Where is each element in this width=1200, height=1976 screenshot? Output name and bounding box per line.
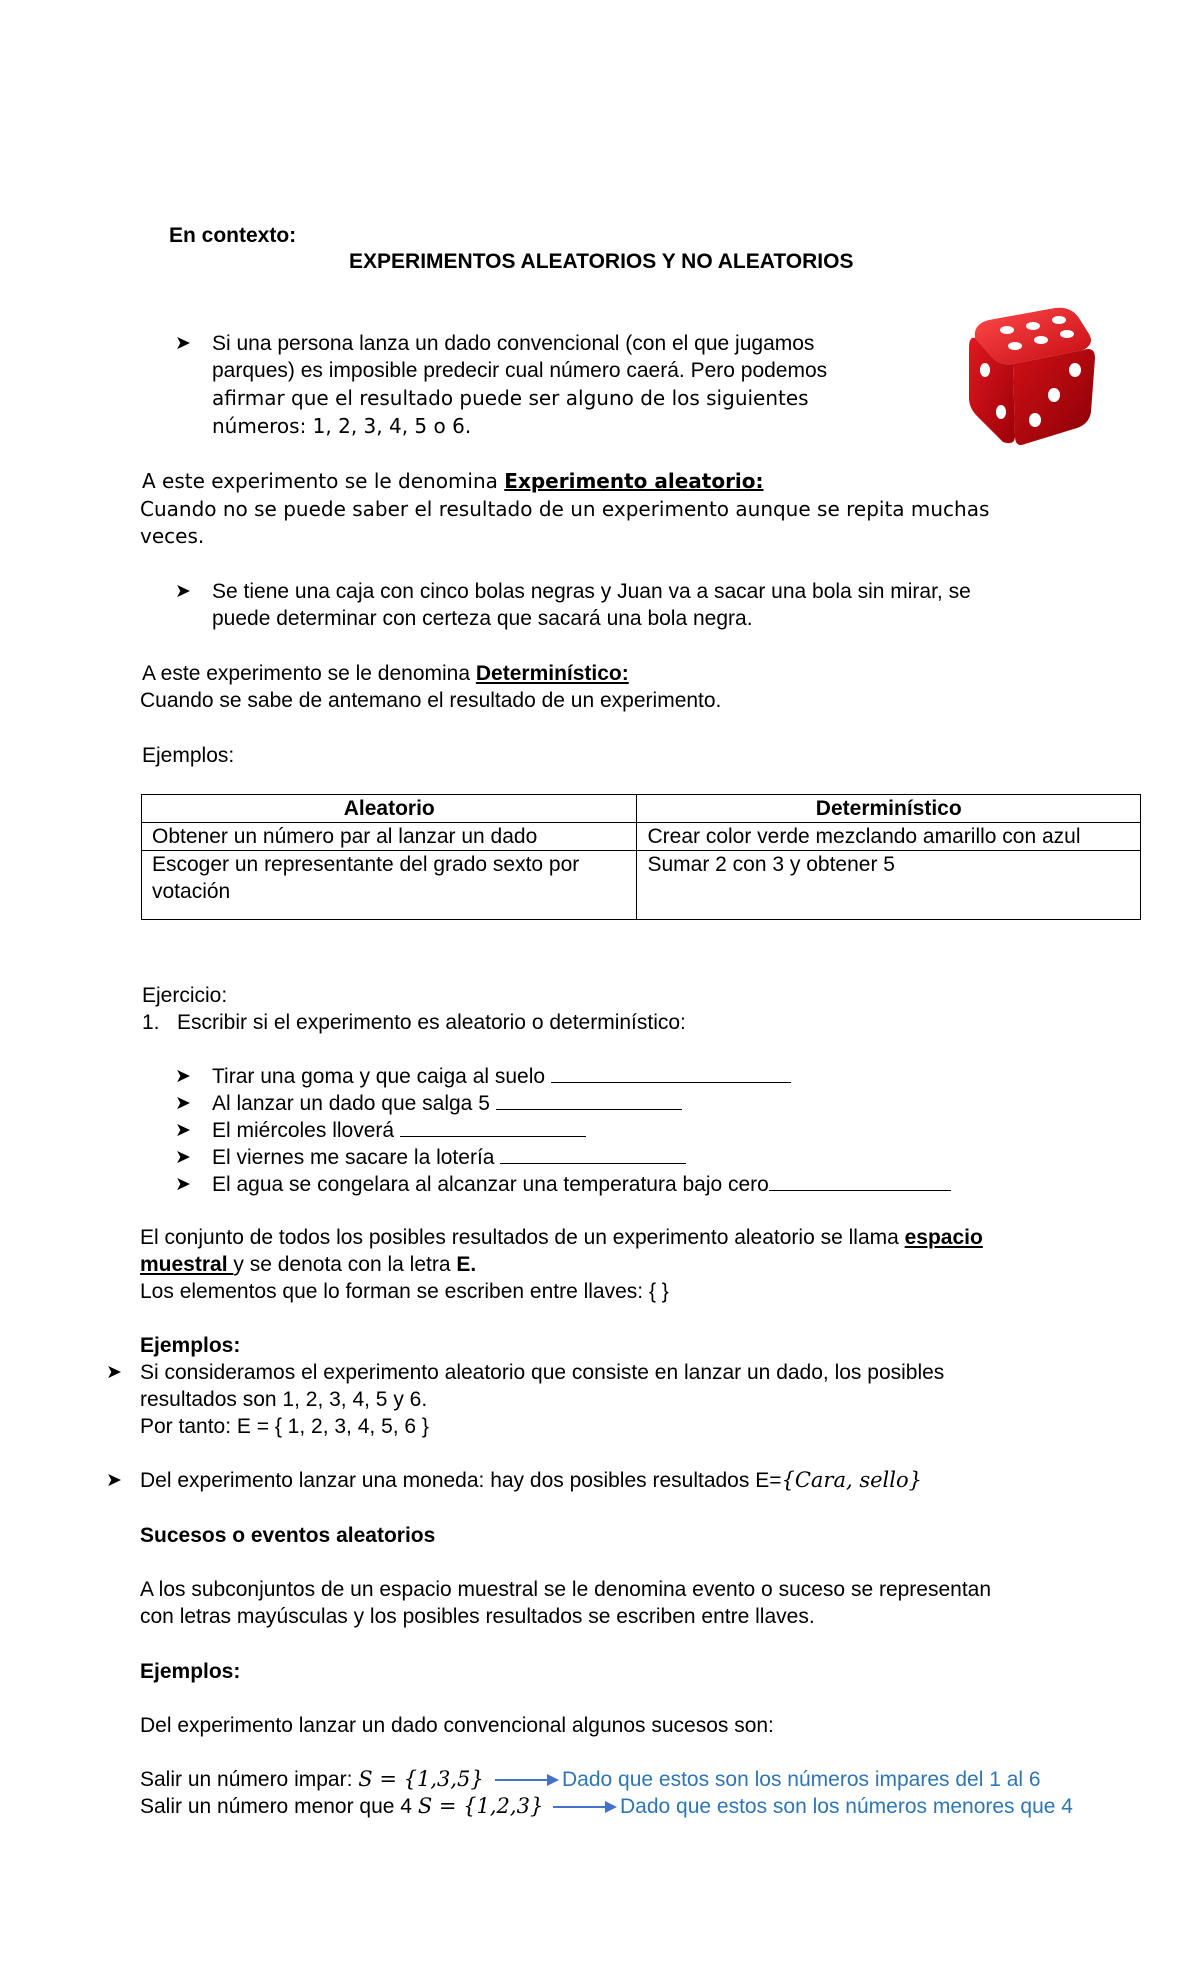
sample-space-letter: E.	[456, 1253, 477, 1276]
examples-label: Ejemplos:	[140, 1660, 241, 1683]
deterministic-term: Determinístico:	[475, 662, 629, 685]
answer-blank[interactable]	[400, 1118, 586, 1137]
bullet-text-line: parques) es imposible predecir cual número caerá. Pero podemos	[212, 359, 828, 382]
table-header: Determinístico	[637, 795, 1141, 823]
sample-space-line: muestral y se denota con la letra E.	[140, 1253, 477, 1276]
answer-blank[interactable]	[496, 1091, 682, 1110]
exercise-item: Al lanzar un dado que salga 5	[212, 1090, 682, 1117]
answer-blank[interactable]	[551, 1064, 791, 1083]
table-cell: Sumar 2 con 3 y obtener 5	[637, 851, 1141, 920]
event-example: Salir un número menor que 4 S = {1,2,3}	[140, 1794, 544, 1818]
arrowhead-bullet-icon: ➤	[175, 581, 191, 602]
bullet-text-line: puede determinar con certeza que sacará una bola negra.	[212, 607, 753, 630]
sample-space-term: muestral	[140, 1253, 234, 1276]
examples-label: Ejemplos:	[142, 744, 235, 767]
arrowhead-bullet-icon: ➤	[175, 1093, 191, 1114]
table-cell: Obtener un número par al lanzar un dado	[142, 823, 637, 851]
examples-label: Ejemplos:	[140, 1334, 241, 1357]
events-paragraph-line: A los subconjuntos de un espacio muestral se le denomina evento o suceso se representan	[140, 1578, 992, 1601]
arrowhead-bullet-icon: ➤	[106, 1362, 122, 1383]
odd-set-math: S = {1,3,5}	[358, 1767, 484, 1791]
event-example: Salir un número impar: S = {1,3,5}	[140, 1767, 484, 1791]
right-arrow-icon	[495, 1772, 559, 1788]
events-heading: Sucesos o eventos aleatorios	[140, 1524, 436, 1547]
random-definition-line: veces.	[140, 524, 205, 548]
sample-space-line: Los elementos que lo forman se escriben entre llaves: { }	[140, 1280, 669, 1303]
coin-set-math: {Cara, sello}	[781, 1468, 922, 1492]
answer-blank[interactable]	[769, 1172, 951, 1191]
table-row	[142, 823, 1141, 851]
red-die-image	[955, 300, 1105, 450]
example-line: resultados son 1, 2, 3, 4, 5 y 6.	[140, 1388, 428, 1411]
table-row	[142, 851, 1141, 920]
example-line: Del experimento lanzar una moneda: hay dos posibles resultados E={Cara, sello}	[140, 1468, 922, 1492]
bullet-text-line: números: 1, 2, 3, 4, 5 o 6.	[212, 414, 472, 438]
page-title: EXPERIMENTOS ALEATORIOS Y NO ALEATORIOS	[349, 250, 854, 273]
deterministic-definition: Cuando se sabe de antemano el resultado de un experimento.	[140, 689, 722, 712]
events-paragraph-line: con letras mayúsculas y los posibles resultados se escriben entre llaves.	[140, 1605, 815, 1628]
bullet-text-line: Si una persona lanza un dado convencional (con el que jugamos	[212, 332, 815, 355]
arrowhead-bullet-icon: ➤	[106, 1470, 122, 1491]
table-header: Aleatorio	[142, 795, 637, 823]
arrowhead-bullet-icon: ➤	[175, 333, 191, 354]
random-definition-intro: A este experimento se le denomina Experimento aleatorio:	[142, 469, 764, 493]
right-arrow-icon	[553, 1799, 617, 1815]
less-than-four-set-math: S = {1,2,3}	[417, 1794, 544, 1818]
exercise-number: 1.	[142, 1011, 160, 1034]
exercise-item: Tirar una goma y que caiga al suelo	[212, 1063, 791, 1090]
table-cell: Escoger un representante del grado sexto por votación	[142, 851, 637, 920]
bullet-text-line: Se tiene una caja con cinco bolas negras y Juan va a sacar una bola sin mirar, se	[212, 580, 971, 603]
deterministic-definition-intro: A este experimento se le denomina Determinístico:	[142, 662, 629, 685]
exercise-item: El viernes me sacare la lotería	[212, 1144, 686, 1171]
bullet-text-line: afirmar que el resultado puede ser alguno de los siguientes	[212, 386, 809, 410]
event-note: Dado que estos son los números impares del 1 al 6	[562, 1768, 1041, 1791]
table-cell: Crear color verde mezclando amarillo con azul	[637, 823, 1141, 851]
events-intro: Del experimento lanzar un dado convencional algunos sucesos son:	[140, 1714, 774, 1737]
answer-blank[interactable]	[500, 1145, 686, 1164]
example-line: Por tanto: E = { 1, 2, 3, 4, 5, 6 }	[140, 1415, 429, 1438]
arrowhead-bullet-icon: ➤	[175, 1174, 191, 1195]
example-line: Si consideramos el experimento aleatorio que consiste en lanzar un dado, los posibles	[140, 1361, 945, 1384]
arrowhead-bullet-icon: ➤	[175, 1147, 191, 1168]
random-definition-line: Cuando no se puede saber el resultado de un experimento aunque se repita muchas	[140, 497, 990, 521]
exercise-label: Ejercicio:	[142, 984, 228, 1007]
examples-table	[141, 794, 1141, 920]
exercise-item: El agua se congelara al alcanzar una temperatura bajo cero	[212, 1171, 951, 1198]
arrowhead-bullet-icon: ➤	[175, 1120, 191, 1141]
exercise-instruction: Escribir si el experimento es aleatorio o determinístico:	[177, 1011, 686, 1034]
sample-space-term: espacio	[904, 1226, 983, 1249]
random-term: Experimento aleatorio:	[504, 469, 764, 493]
exercise-item: El miércoles lloverá	[212, 1117, 586, 1144]
sample-space-line: El conjunto de todos los posibles resultados de un experimento aleatorio se llama espacio	[140, 1226, 983, 1249]
arrowhead-bullet-icon: ➤	[175, 1066, 191, 1087]
event-note: Dado que estos son los números menores que 4	[620, 1795, 1073, 1818]
context-label: En contexto:	[169, 224, 297, 247]
